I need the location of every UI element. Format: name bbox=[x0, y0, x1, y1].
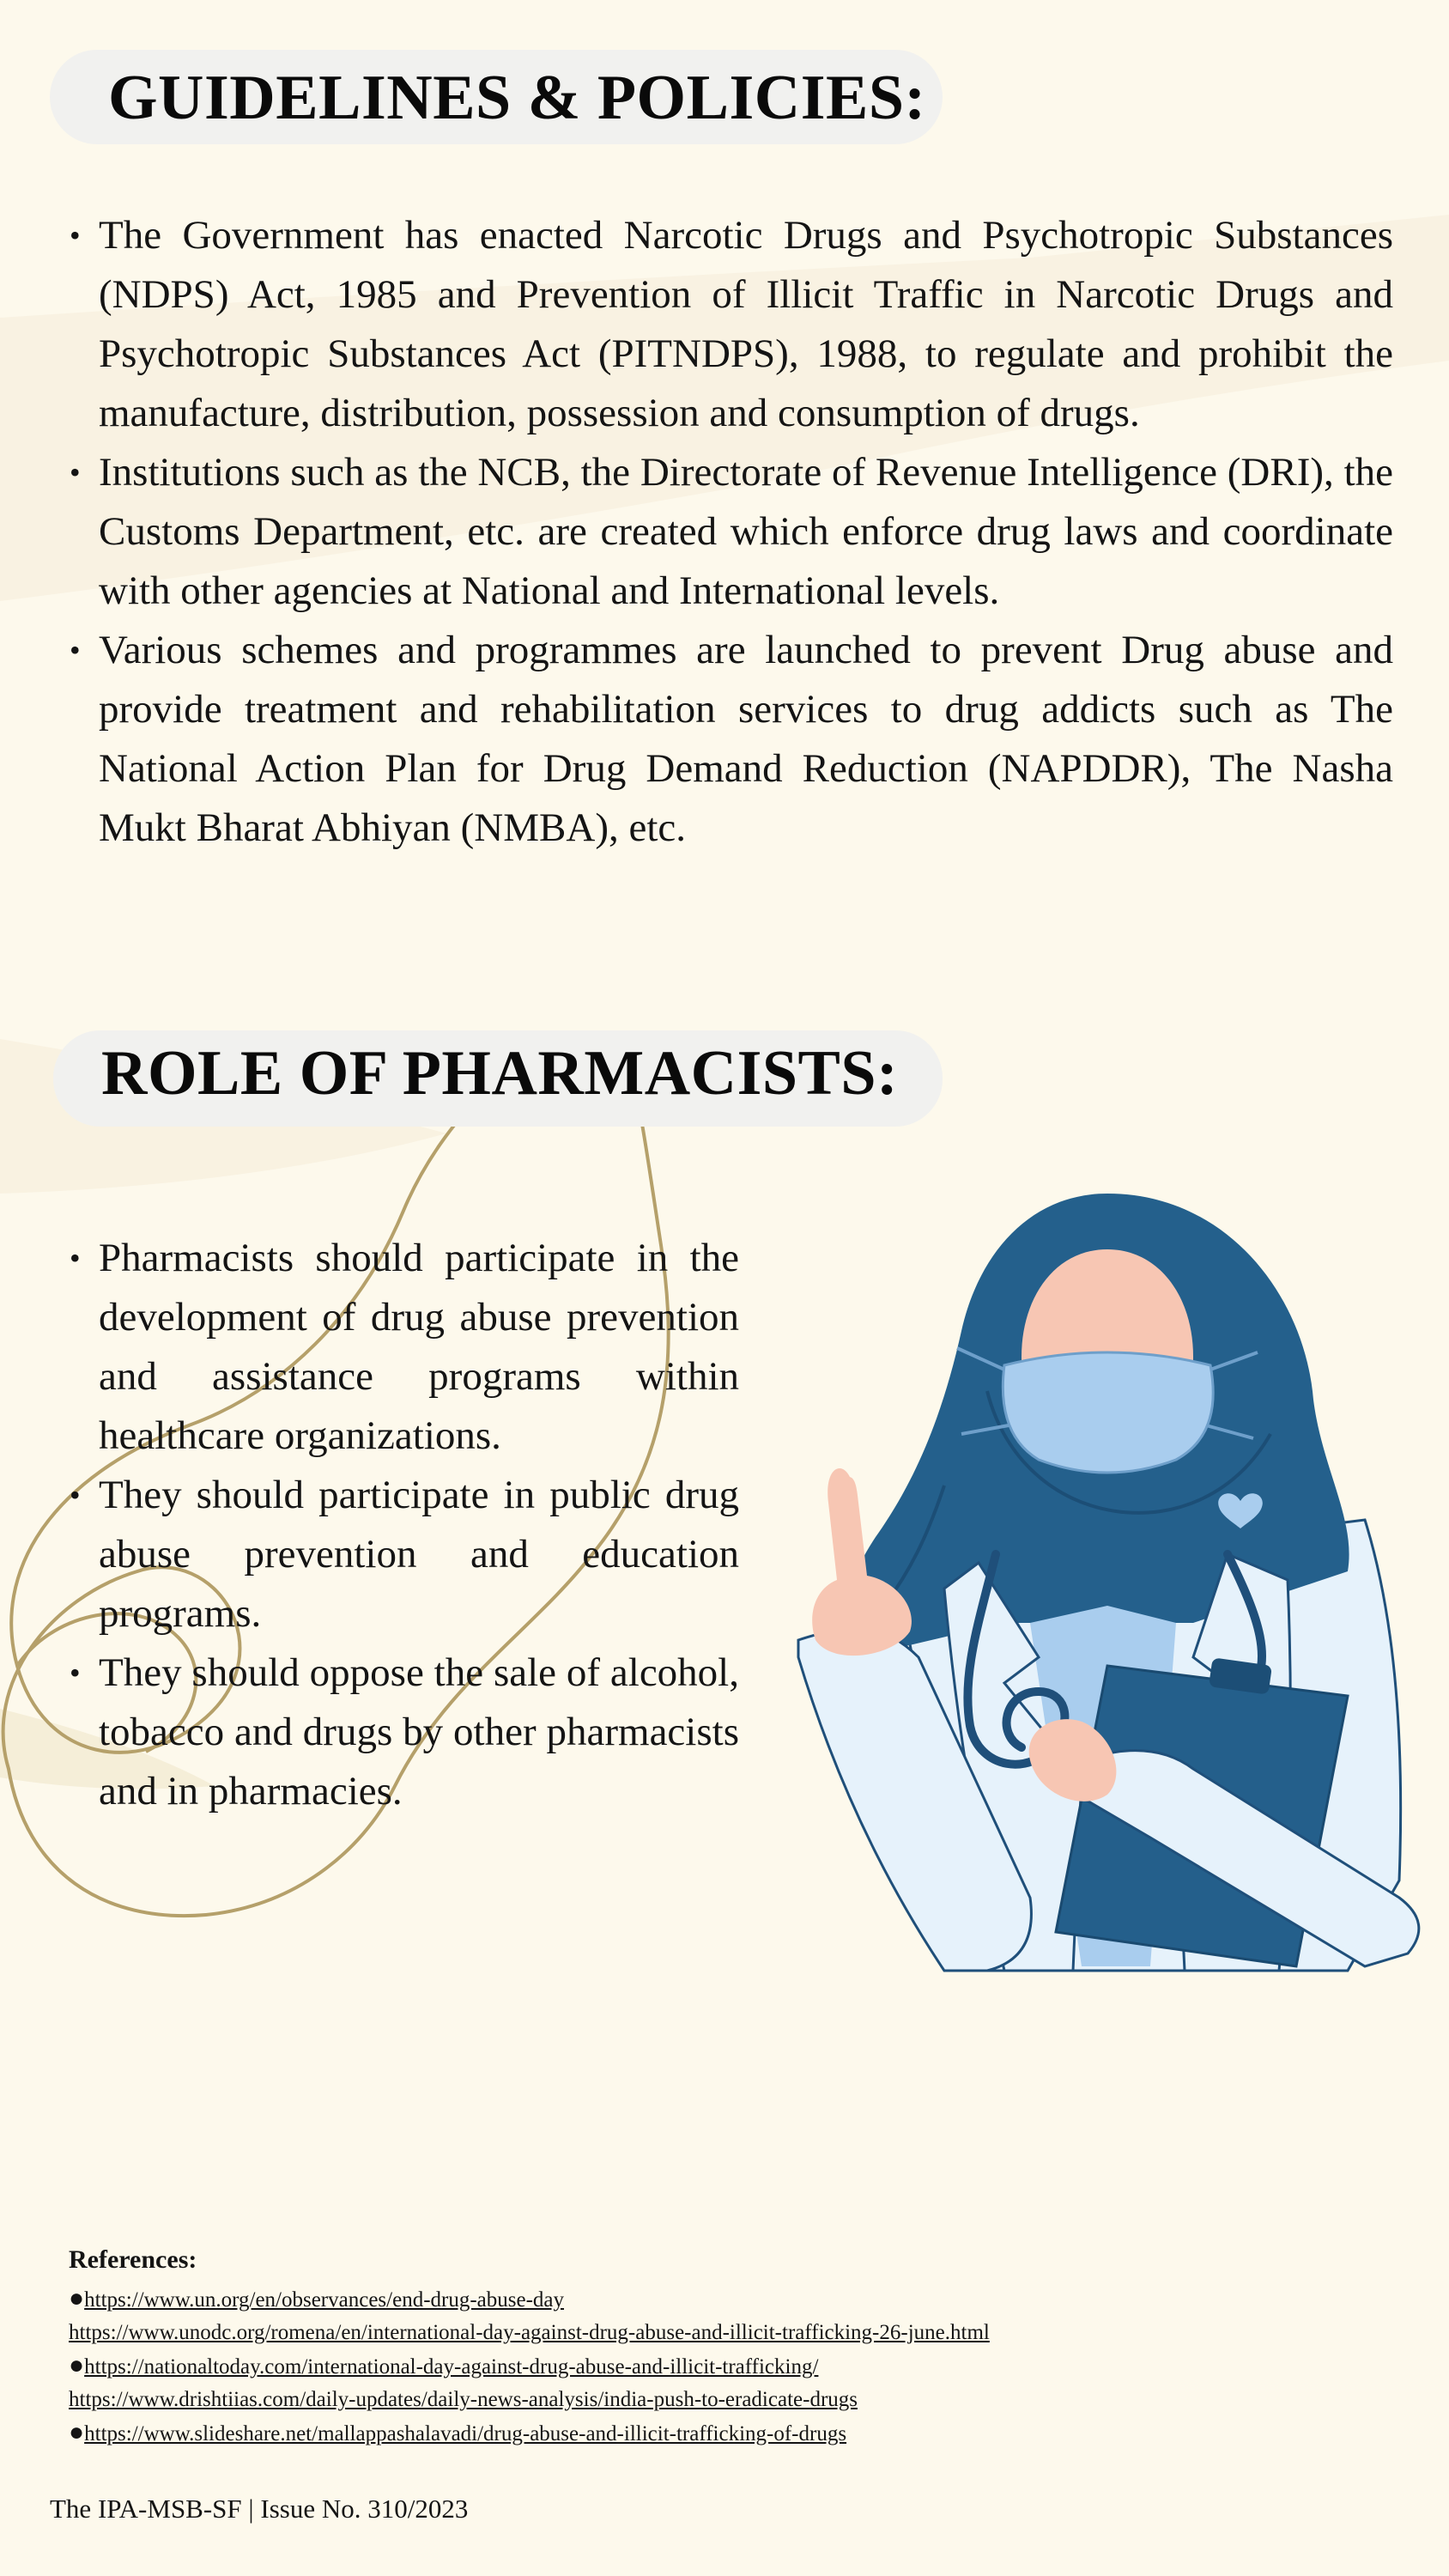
references-title: References: bbox=[69, 2245, 197, 2274]
reference-bullet: ● bbox=[69, 2284, 85, 2312]
page-footer: The IPA-MSB-SF | Issue No. 310/2023 bbox=[50, 2494, 469, 2524]
doctor-hijab-clipboard-illustration bbox=[747, 1176, 1434, 1984]
guidelines-heading: GUIDELINES & POLICIES: bbox=[108, 63, 926, 133]
reference-bullet: ● bbox=[69, 2351, 85, 2379]
list-item-text: Pharmacists should participate in the development of drug abuse prevention and assistance programs within healthcare organizations. bbox=[99, 1236, 739, 1458]
list-item bbox=[70, 1229, 739, 1466]
reference-item bbox=[69, 2282, 1185, 2317]
reference-link[interactable]: https://www.drishtiias.com/daily-updates/daily-news-analysis/india-push-to-eradicate-drugs bbox=[69, 2388, 858, 2411]
list-item bbox=[70, 443, 1393, 621]
list-item-text: Various schemes and programmes are launched to prevent Drug abuse and provide treatment and rehabilitation services to drug addicts such as The National Action Plan for Drug Demand Reduction (NAPDDR), The Nasha Mukt Bharat Abhiyan (NMBA), etc. bbox=[99, 628, 1393, 850]
pharmacists-list bbox=[70, 1229, 739, 1821]
bullet-dot: • bbox=[70, 633, 81, 667]
list-item bbox=[70, 206, 1393, 443]
reference-link[interactable]: https://www.slideshare.net/mallappashalavadi/drug-abuse-and-illicit-trafficking-of-drugs bbox=[84, 2422, 847, 2445]
bullet-dot: • bbox=[70, 218, 81, 252]
pharmacists-heading: ROLE OF PHARMACISTS: bbox=[101, 1038, 899, 1109]
list-item-text: Institutions such as the NCB, the Directorate of Revenue Intelligence (DRI), the Customs Department, etc. are created which enforce drug laws and coordinate with other agencies at National and International levels. bbox=[99, 450, 1393, 613]
bullet-dot: • bbox=[70, 1241, 81, 1275]
reference-link[interactable]: https://nationaltoday.com/international-day-against-drug-abuse-and-illicit-trafficking/ bbox=[84, 2355, 819, 2379]
bullet-dot: • bbox=[70, 455, 81, 489]
reference-item bbox=[69, 2416, 1185, 2451]
list-item-text: The Government has enacted Narcotic Drugs and Psychotropic Substances (NDPS) Act, 1985 and Prevention of Illicit Traffic in Narcotic Drugs and Psychotropic Substances Act (PITNDPS), 1988, to regulate and prohibit the manufacture, distribution, possession and consumption of drugs. bbox=[99, 213, 1393, 435]
references bbox=[69, 2243, 1185, 2451]
reference-item bbox=[69, 2349, 1185, 2384]
reference-item bbox=[69, 2384, 1185, 2416]
bullet-dot: • bbox=[70, 1478, 81, 1512]
guidelines-list bbox=[70, 206, 1393, 858]
list-item-text: They should oppose the sale of alcohol, tobacco and drugs by other pharmacists and in pharmacies. bbox=[99, 1650, 739, 1814]
reference-bullet: ● bbox=[69, 2418, 85, 2446]
face-mask bbox=[1003, 1352, 1213, 1473]
list-item-text: They should participate in public drug abuse prevention and education programs. bbox=[99, 1473, 739, 1636]
list-item bbox=[70, 621, 1393, 858]
reference-link[interactable]: https://www.unodc.org/romena/en/international-day-against-drug-abuse-and-illicit-trafficking-26-june.html bbox=[69, 2321, 990, 2344]
reference-item bbox=[69, 2317, 1185, 2349]
list-item bbox=[70, 1466, 739, 1643]
reference-link[interactable]: https://www.un.org/en/observances/end-drug-abuse-day bbox=[84, 2288, 565, 2312]
bullet-dot: • bbox=[70, 1656, 81, 1690]
list-item bbox=[70, 1643, 739, 1821]
